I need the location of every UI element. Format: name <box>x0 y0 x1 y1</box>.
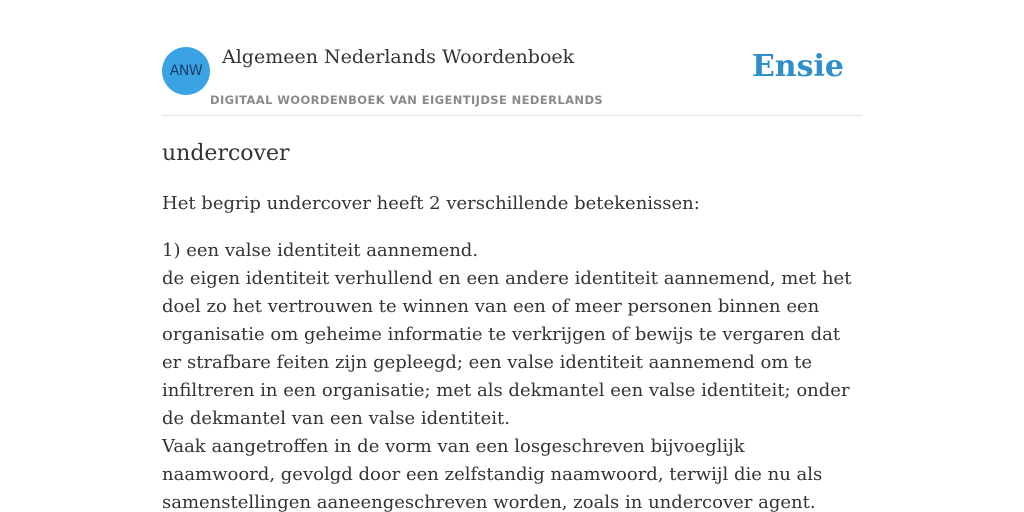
ensie-brand-link[interactable]: Ensie <box>751 49 844 84</box>
site-subtitle: DIGITAAL WOORDENBOEK VAN EIGENTIJDSE NEDERLANDS <box>210 93 604 107</box>
entry-intro: Het begrip undercover heeft 2 verschillende betekenissen: <box>162 193 700 214</box>
site-header <box>162 44 862 116</box>
definition-body: de eigen identiteit verhullend en een andere identiteit aannemend, met het doel zo het vertrouwen te winnen van een of meer personen binnen een organisatie om geheime informatie te verkrijgen of bewijs te vergaren dat er strafbare feiten zijn gepleegd; een valse identiteit aannemend om te infiltreren in een organisatie; met als dekmantel een valse identiteit; onder de dekmantel van een valse identiteit. <box>162 268 852 429</box>
definition-heading: 1) een valse identiteit aannemend. <box>162 240 479 261</box>
anw-logo[interactable]: ANW <box>162 47 210 95</box>
definition-note: Vaak aangetroffen in de vorm van een losgeschreven bijvoeglijk naamwoord, gevolgd door een zelfstandig naamwoord, terwijl die nu als samenstellingen aaneengeschreven worden, zoals in undercover agent. <box>162 436 823 512</box>
site-title: Algemeen Nederlands Woordenboek <box>222 46 575 68</box>
entry-term: undercover <box>162 141 290 166</box>
definition-1 <box>162 237 862 512</box>
entry-content <box>162 138 862 512</box>
